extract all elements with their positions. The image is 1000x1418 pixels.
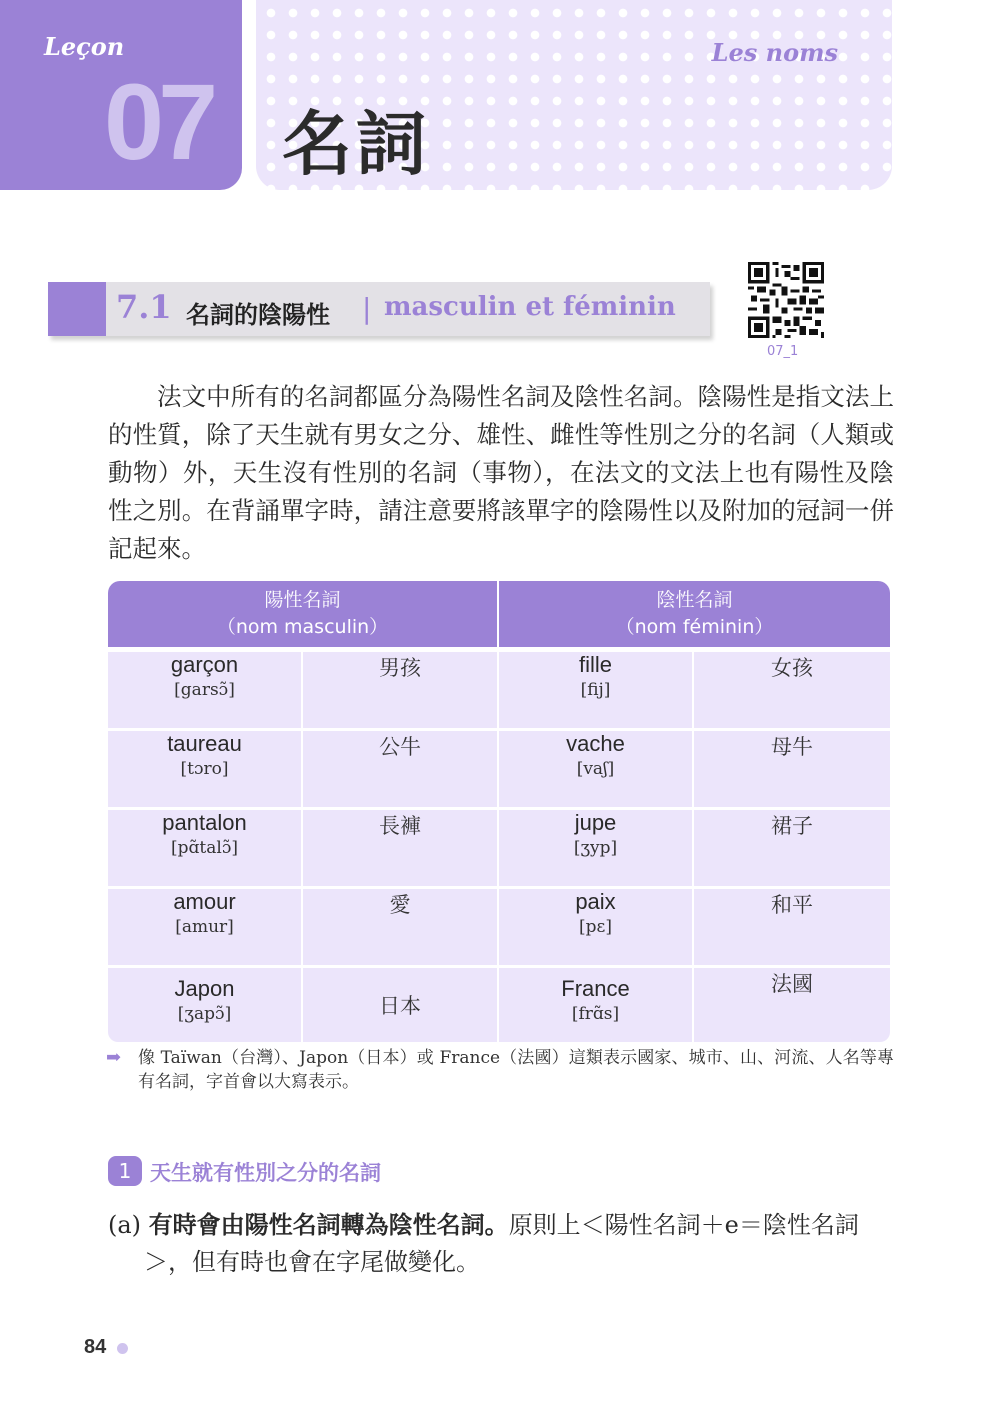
- page-dot: [117, 1343, 128, 1354]
- feminine-word-cell: [499, 810, 694, 889]
- french-word: amour: [173, 889, 236, 914]
- table-header-row: [108, 581, 890, 647]
- masculine-word-cell: [108, 731, 303, 810]
- phonetic: [vaʃ]: [576, 759, 615, 779]
- section-title-fr: masculin et féminin: [384, 292, 676, 322]
- feminine-meaning: 母牛: [694, 731, 890, 810]
- phonetic: [pɛ]: [579, 917, 612, 937]
- subsection-number: 1: [108, 1156, 142, 1186]
- phonetic: [fij]: [580, 680, 611, 700]
- masculine-meaning: 男孩: [303, 647, 499, 731]
- french-word: pantalon: [162, 810, 247, 835]
- french-word: France: [561, 976, 630, 1001]
- feminine-meaning: 裙子: [694, 810, 890, 889]
- point-marker: (a): [108, 1211, 142, 1239]
- french-word: taureau: [167, 731, 242, 756]
- feminine-meaning: 女孩: [694, 647, 890, 731]
- note-text: 像 Taïwan（台灣）、Japon（日本）或 France（法國）這類表示國家、城市、山、河流、人名等專有名詞，字首會以大寫表示。: [138, 1048, 894, 1092]
- header-feminine-zh: 陰性名詞: [656, 589, 733, 611]
- masculine-meaning: 公牛: [303, 731, 499, 810]
- qr-code-icon[interactable]: [748, 262, 824, 338]
- section-separator: |: [362, 292, 372, 325]
- point-a: [108, 1206, 898, 1281]
- header-masculine-zh: 陽性名詞: [264, 589, 341, 611]
- phonetic: [frɑ̃s]: [571, 1004, 620, 1024]
- feminine-meaning: 和平: [694, 889, 890, 968]
- section-title-zh: 名詞的陰陽性: [186, 301, 330, 329]
- page-number: 84: [84, 1336, 107, 1358]
- section-accent: [48, 282, 106, 336]
- intro-paragraph: 法文中所有的名詞都區分為陽性名詞及陰性名詞。陰陽性是指文法上的性質，除了天生就有男女之分、雄性、雌性等性別之分的名詞（人類或動物）外，天生沒有性別的名詞（事物），在法文的文法上也有陽性及陰性之別。在背誦單字時，請注意要將該單字的陰陽性以及附加的冠詞一併記起來。: [108, 382, 894, 563]
- point-a-bold: 有時會由陽性名詞轉為陰性名詞。: [148, 1210, 509, 1239]
- french-word: fille: [578, 652, 612, 677]
- phonetic: [amur]: [175, 917, 234, 937]
- masculine-meaning: 日本: [303, 968, 499, 1042]
- phonetic: [pɑ̃talɔ̃]: [171, 838, 238, 858]
- feminine-meaning: 法國: [694, 968, 890, 1042]
- header-masculine-fr: （nom masculin）: [216, 616, 389, 638]
- french-word: Japon: [174, 976, 235, 1001]
- french-word: paix: [575, 889, 616, 914]
- french-word: jupe: [574, 810, 617, 835]
- table-row: [108, 889, 890, 968]
- french-word: garçon: [170, 652, 239, 677]
- table-row: [108, 810, 890, 889]
- header-feminine: [499, 581, 890, 647]
- section-heading: [48, 282, 710, 336]
- chapter-title: 名詞: [282, 103, 430, 185]
- arrow-right-icon: ➡: [106, 1047, 122, 1068]
- lesson-badge: [0, 0, 242, 190]
- masculine-meaning: 長褲: [303, 810, 499, 889]
- qr-label: 07_1: [767, 344, 799, 359]
- header-masculine: [108, 581, 499, 647]
- proper-noun-note: [108, 1046, 894, 1094]
- masculine-meaning: 愛: [303, 889, 499, 968]
- phonetic: [ʒapɔ̃]: [177, 1004, 232, 1024]
- table-row: [108, 647, 890, 731]
- feminine-word-cell: [499, 968, 694, 1042]
- table-row: [108, 731, 890, 810]
- masculine-word-cell: [108, 889, 303, 968]
- phonetic: [tɔro]: [180, 759, 229, 779]
- feminine-word-cell: [499, 647, 694, 731]
- phonetic: [garsɔ̃]: [174, 680, 235, 700]
- subsection-title: 天生就有性別之分的名詞: [150, 1161, 381, 1185]
- feminine-word-cell: [499, 731, 694, 810]
- phonetic: [ʒyp]: [573, 838, 618, 858]
- header-feminine-fr: （nom féminin）: [615, 616, 774, 638]
- chapter-subtitle-fr: Les noms: [711, 38, 838, 67]
- table-row: [108, 968, 890, 1042]
- section-number: 7.1: [116, 288, 172, 326]
- french-word: vache: [566, 731, 625, 756]
- point-a-rest: 原則上＜陽性名詞＋e＝陰性名詞＞，但有時也會在字尾做變化。: [144, 1211, 859, 1276]
- masculine-word-cell: [108, 810, 303, 889]
- feminine-word-cell: [499, 889, 694, 968]
- lesson-number: 07: [104, 61, 213, 182]
- masculine-word-cell: [108, 968, 303, 1042]
- vocabulary-table: [108, 581, 890, 1042]
- lesson-label: Leçon: [44, 32, 125, 61]
- masculine-word-cell: [108, 647, 303, 731]
